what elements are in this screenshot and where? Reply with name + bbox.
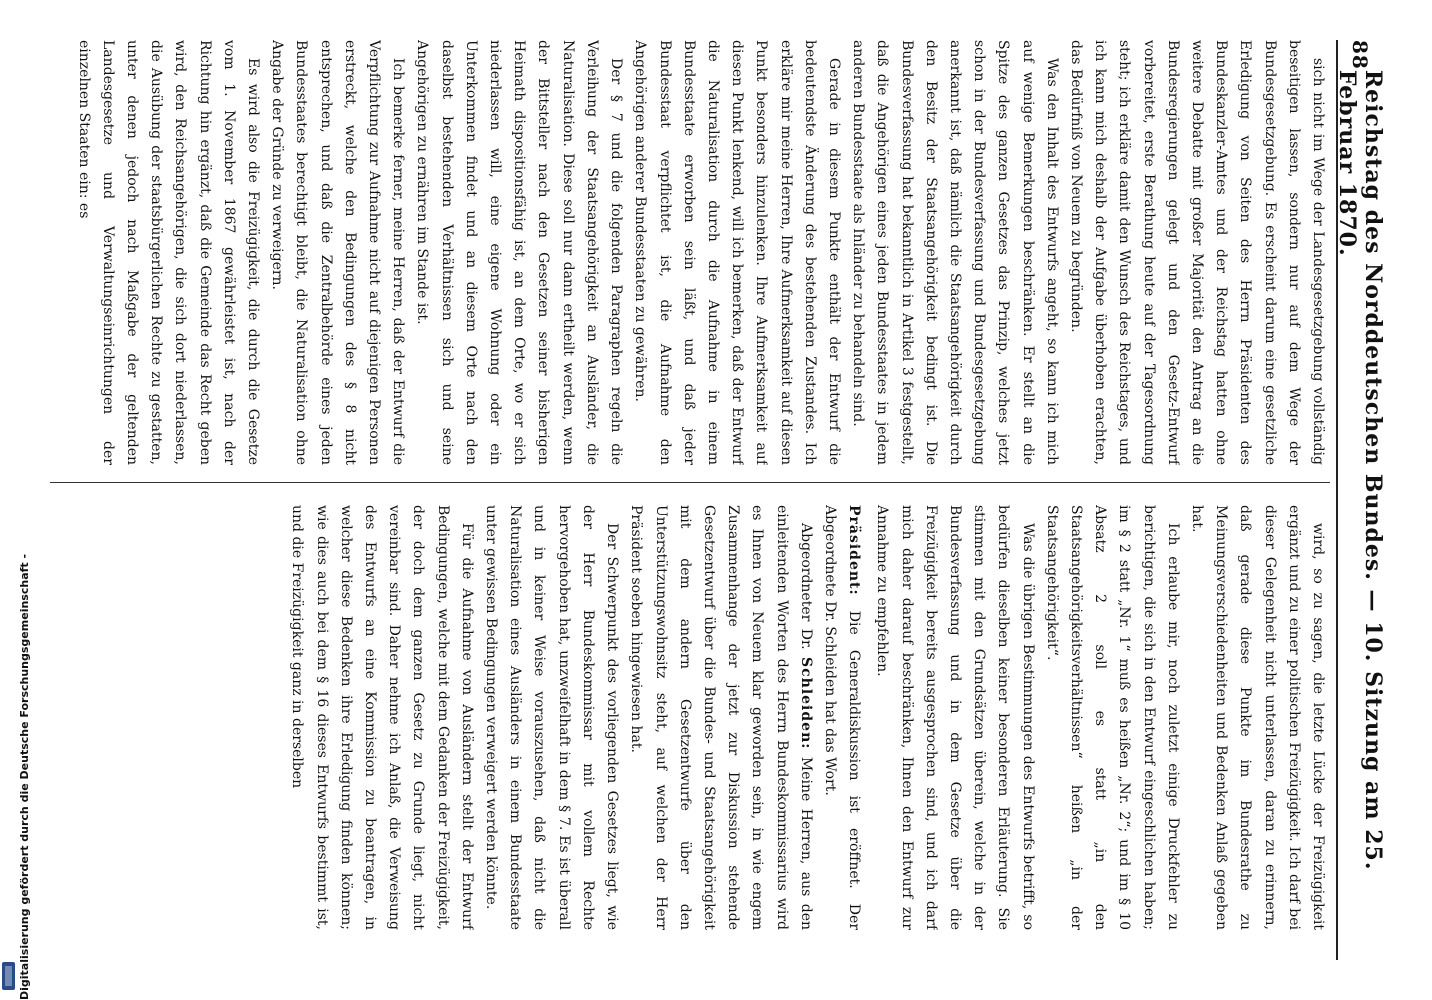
- paragraph: Der § 7 und die folgenden Paragraphen regeln die Verleihung der Staatsangehörigkeit an Ausländer, die Naturalisation. Diese soll nur dann ertheilt werden, wenn der Bittsteller nach den Gesetzen seiner bisherigen Heimath dispositionsfähig ist, an dem Orte, wo er sich niederlassen will, eine eigene Wohnung oder ein Unterkommen findet und an diesem Orte nach den daselbst bestehenden Verhältnissen sich und seine Angehörigen zu ernähren im Stande ist.: [414, 40, 625, 465]
- page-frame: [10, 0, 1430, 1000]
- paragraph: Es wird also die Freizügigkeit, die durch die Gesetze vom 1. November 1867 gewährleistet ist, nach der Richtung hin ergänzt, daß die Gemeinde das Recht geben wird, den Reichsangehörigen, die sich dort niederlassen, die Ausübung der staatsbürgerlichen Rechte zu gestatten, unter denen jedoch nach Maßgabe der geltenden Landesgesetze und Verwaltungseinrichtungen der einzelnen Staaten ein: es: [75, 40, 262, 465]
- column-divider: [50, 482, 1330, 483]
- paragraph: wird, so zu sagen, die letzte Lücke der Freizügigkeit ergänzt und zu einer politischen Freizügigkeit. Ich darf bei dieser Gelegenheit nicht unterlassen, daran zu erinnern, daß gerade diese Punkte im Bundesrathe zu Meinungsverschiedenheiten und Bedenken Anlaß gegeben hat.: [1188, 505, 1326, 930]
- paragraph: Was die übrigen Bestimmungen des Entwurfs betrifft, so bedürfen dieselben keiner besonderen Erläuterung. Sie stimmen mit den Grundsätzen überein, welche in der Bundesverfassung und in dem Gesetze über die Freizügigkeit bereits ausgesprochen sind, und ich darf mich daher darauf beschränken, Ihnen den Entwurf zur Annahme zu empfehlen.: [874, 505, 1036, 930]
- paragraph: Der Schwerpunkt des vorliegenden Gesetzes liegt, wie der Herr Bundeskommissar mit vollem Rechte hervorgehoben hat, unzweifelhaft in dem § 7. Es ist überall und in keiner Weise vorauszusehen, daß nicht die Naturalisation eines Ausländers in einem Bundesstaate unter gewissen Bedingungen verweigert werden könnte.: [483, 505, 621, 930]
- speaker-intro: Abgeordneter Dr.: [797, 523, 814, 650]
- paragraph: Für die Aufnahme von Ausländern stellt der Entwurf Bedingungen, welche mit dem Gedanken der Freizügigkeit, der doch dem ganzen Gesetz zu Grunde liegt, nicht vereinbar sind. Daher nehme ich Anlaß, die Verweisung des Entwurfs an eine Kommission zu beantragen, in welcher diese Bedenken ihre Erledigung finden können; wie dies auch bei dem § 16 dieses Entwurfs bestimmt ist, und die Freizügigkeit ganz in derselben: [289, 505, 475, 930]
- page-title: Reichstag des Norddeutschen Bundes. — 10. Sitzung am 25. Februar 1870.: [1334, 69, 1386, 871]
- paragraph: Was den Inhalt des Entwurfs angeht, so kann ich mich auf wenige Bemerkungen beschränken. Er stellt an die Spitze des ganzen Gesetzes das Prinzip, welches jetzt schon in der Bundesverfassung und Bundesgesetzgebung anerkannt ist, daß nämlich die Staatsangehörigkeit durch den Besitz der Staatsangehörigkeit bedingt ist. Die Bundesverfassung hat bekanntlich in Artikel 3 festgestellt, daß die Angehörigen eines jeden Bundesstaates in jedem anderen Bundesstaate als Inländer zu behandeln sind.: [850, 40, 1060, 465]
- page-header: [1334, 40, 1386, 960]
- speaker-name: Schleiden:: [797, 657, 814, 750]
- speaker-text: Die Generaldiskussion ist eröffnet. Der Abgeordnete Dr. Schleiden hat das Wort.: [821, 505, 863, 930]
- speaker-name: Präsident:: [846, 505, 863, 596]
- rotated-page: [10, 0, 1430, 1000]
- paragraph: Ich erlaube mir, noch zuletzt einige Druckfehler zu berichtigen, die sich in den Entwurf eingeschlichen haben; im § 2 statt „Nr. 1“ muß es heißen „Nr. 2“; und im § 10 Absatz 2 soll es statt „in den Staatsangehörigkeitsverhältnissen“ heißen „in der Staatsangehörigkeit“.: [1043, 505, 1181, 930]
- paragraph: Gerade in diesem Punkte enthält der Entwurf die bedeutendste Änderung des bestehenden Zustandes. Ich erkläre mir meine Herren, Ihre Aufmerksamkeit auf diesen Punkt besonders hinzulenken. Ihre Aufmerksamkeit auf diesen Punkt lenkend, will ich bemerken, daß der Entwurf die Naturalisation durch die Aufnahme in einem Bundesstaate erworben sein läßt, und daß jeder Bundesstaat verpflichtet ist, die Aufnahme den Angehörigen anderer Bundesstaaten zu gewähren.: [632, 40, 842, 465]
- left-column: [55, 40, 1330, 465]
- speaker-schleiden: [624, 505, 818, 930]
- paragraph: Ich bemerke ferner, meine Herren, daß der Entwurf die Verpflichtung zur Aufnahme nicht auf diejenigen Personen erstreckt, welche den Bedingungen des § 8 nicht entsprechen, und daß die Zentralbehörde eines jeden Bundesstaates berechtigt bleibt, die Naturalisation ohne Angabe der Gründe zu verweigern.: [269, 40, 407, 465]
- paragraph: sich nicht im Wege der Landesgesetzgebung vollständig beseitigen lassen, sondern nur auf dem Wege der Bundesgesetzgebung. Es erscheint darum eine gesetzliche Erledigung von Seiten des Herrn Präsidenten des Bundeskanzler-Amtes und der Reichstag hatten ohne weitere Debatte mit großer Majorität den Antrag an die Bundesregierungen gelegt und den Gesetz-Entwurf vorbereitet, erste Berathung heute auf der Tagesordnung steht; ich erkläre damit den Wunsch des Reichstages, und ich kann mich deshalb der Aufgabe überhoben erachten, das Bedürfniß von Neuem zu begründen.: [1067, 40, 1326, 465]
- footer-credit-text: Digitalisierung gefördert durch die Deutsche Forschungsgemeinschaft -: [18, 553, 31, 1000]
- speaker-president: [818, 505, 866, 930]
- header-rule: [1336, 40, 1338, 960]
- right-column: [55, 505, 1330, 930]
- page-number: 88: [1348, 40, 1372, 70]
- speaker-text: Meine Herren, aus den einleitenden Worten des Herrn Bundeskommissarius wird es Ihnen von Neuem klar geworden sein, in wie engem Zusammenhange der jetzt zur Diskussion stehende Gesetzentwurf über die Bundes- und Staatsangehörigkeit mit dem andern Gesetzentwurfe über den Unterstützungswohnsitz steht, auf welchen der Herr Präsident soeben hingewiesen hat.: [628, 505, 814, 930]
